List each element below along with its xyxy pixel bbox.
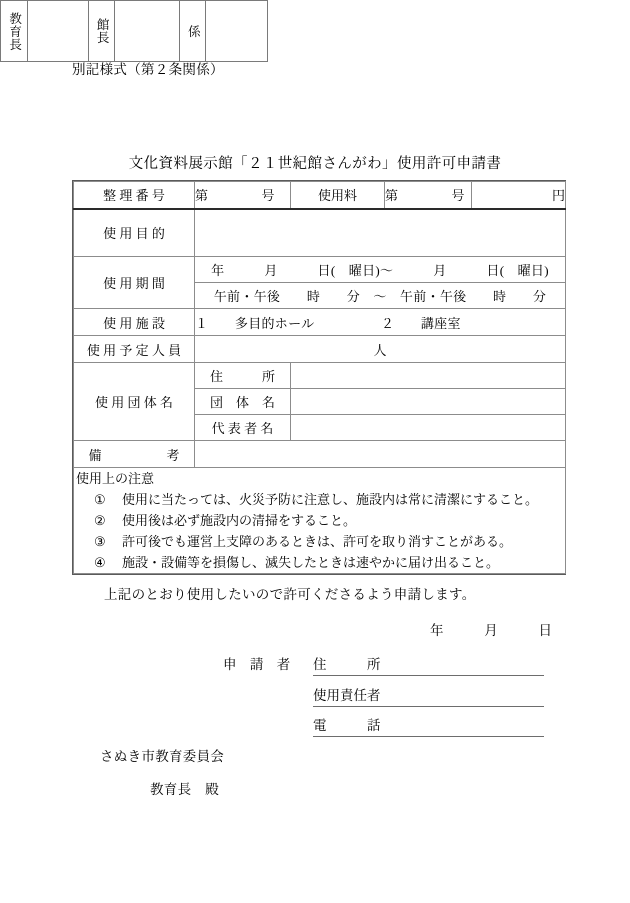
cell-fee-label: 使用料	[291, 182, 385, 209]
table-row-notice	[74, 468, 566, 574]
label-purpose: 使 用 目 的	[103, 226, 165, 242]
addressee-person: 教育長 殿	[150, 782, 219, 797]
date-day-label: 日	[538, 623, 552, 638]
cell-organization-representative-value[interactable]	[291, 415, 566, 441]
notice-item	[94, 531, 565, 552]
table-row-period-date	[74, 257, 566, 283]
cell-period-date-value[interactable]: 年 月 日( 曜日)〜 月 日( 曜日)	[195, 257, 566, 283]
closing-statement: 上記のとおり使用したいので許可くださるよう申請します。	[104, 587, 476, 602]
table-row-purpose	[74, 209, 566, 257]
notice-item-number: ③	[94, 534, 106, 550]
notice-item	[94, 510, 565, 531]
table-row-control-number	[74, 182, 566, 209]
cell-control-number-value[interactable]: 第 号	[195, 182, 291, 209]
cell-organization-address-value[interactable]	[291, 363, 566, 389]
approval-label-director: 館長	[95, 18, 110, 44]
label-attendance: 使 用 予 定 人 員	[86, 342, 182, 358]
notice-item-number: ②	[94, 513, 106, 529]
notice-item-text: 使用後は必ず施設内の清掃をすること。	[122, 513, 357, 529]
approval-cell-clerk-stamp[interactable]	[206, 1, 267, 61]
approval-cell-clerk-label	[180, 1, 207, 61]
approval-label-clerk: 係	[186, 24, 201, 38]
cell-facility-label	[74, 309, 195, 336]
cell-period-time-value[interactable]: 午前・午後 時 分 〜 午前・午後 時 分	[195, 283, 566, 309]
cell-organization-address-label	[195, 363, 291, 389]
cell-remarks-value[interactable]	[195, 441, 566, 468]
label-organization-representative: 代 表 者 名	[211, 421, 274, 436]
cell-purpose-label	[74, 209, 195, 257]
date-month-label: 月	[484, 623, 498, 638]
applicant-manager-field[interactable]	[313, 684, 544, 707]
cell-organization-name-label	[195, 389, 291, 415]
cell-facility-options[interactable]: １ 多目的ホール ２ 講座室	[195, 309, 566, 336]
cell-period-label	[74, 257, 195, 309]
applicant-telephone-field[interactable]	[313, 714, 544, 737]
applicant-address-label: 住 所	[313, 657, 381, 672]
form-number: 別記様式（第２条関係）	[72, 62, 224, 77]
cell-purpose-value[interactable]	[195, 209, 566, 257]
applicant-address-field[interactable]	[313, 653, 544, 676]
notice-item-text: 施設・設備等を損傷し、滅失したときは速やかに届け出ること。	[122, 555, 500, 571]
application-date-line[interactable]	[430, 619, 552, 639]
notice-item-text: 許可後でも運営上支障のあるときは、許可を取り消すことがある。	[122, 534, 513, 550]
notice-heading: 使用上の注意	[76, 471, 155, 486]
applicant-telephone-label: 電 話	[313, 718, 381, 733]
addressee-organization: さぬき市教育委員会	[100, 749, 225, 764]
label-organization-name: 団 体 名	[209, 395, 275, 410]
cell-notice	[74, 468, 566, 574]
cell-attendance-value[interactable]: 人	[195, 336, 566, 363]
cell-attendance-label	[74, 336, 195, 363]
label-period: 使 用 期 間	[103, 276, 165, 291]
notice-item	[94, 489, 565, 510]
notice-item-number: ④	[94, 555, 106, 571]
table-row-remarks	[74, 441, 566, 468]
approval-cell-director-label	[89, 1, 116, 61]
application-form-table	[72, 180, 566, 575]
notice-item-text: 使用に当たっては、火災予防に注意し、施設内は常に清潔にすること。	[122, 492, 539, 508]
label-remarks: 備 考	[88, 447, 180, 463]
label-organization-address: 住 所	[209, 369, 275, 384]
notice-item-list	[74, 489, 565, 573]
approval-label-superintendent: 教育長	[7, 11, 22, 51]
applicant-manager-label: 使用責任者	[313, 688, 381, 703]
date-year-label: 年	[430, 623, 444, 638]
notice-item	[94, 552, 565, 573]
label-organization: 使 用 団 体 名	[94, 395, 173, 410]
cell-fee-unit: 円	[472, 182, 566, 209]
approval-stamp-box	[0, 0, 268, 62]
approval-cell-superintendent-label	[1, 1, 28, 61]
cell-fee-number-value[interactable]: 第 号	[385, 182, 472, 209]
cell-organization-label	[74, 363, 195, 441]
cell-organization-name-value[interactable]	[291, 389, 566, 415]
label-control-number: 整 理 番 号	[103, 188, 165, 204]
applicant-label: 申 請 者	[223, 657, 296, 672]
approval-cell-director-stamp[interactable]	[115, 1, 179, 61]
cell-organization-representative-label	[195, 415, 291, 441]
document-title: 文化資料展示館「２１世紀館さんがわ」使用許可申請書	[128, 156, 502, 172]
table-row-organization-address	[74, 363, 566, 389]
table-row-attendance	[74, 336, 566, 363]
approval-cell-superintendent-stamp[interactable]	[28, 1, 89, 61]
label-facility: 使 用 施 設	[103, 315, 165, 331]
cell-remarks-label	[74, 441, 195, 468]
notice-item-number: ①	[94, 492, 106, 508]
cell-control-number-label	[74, 182, 195, 209]
table-row-facility	[74, 309, 566, 336]
